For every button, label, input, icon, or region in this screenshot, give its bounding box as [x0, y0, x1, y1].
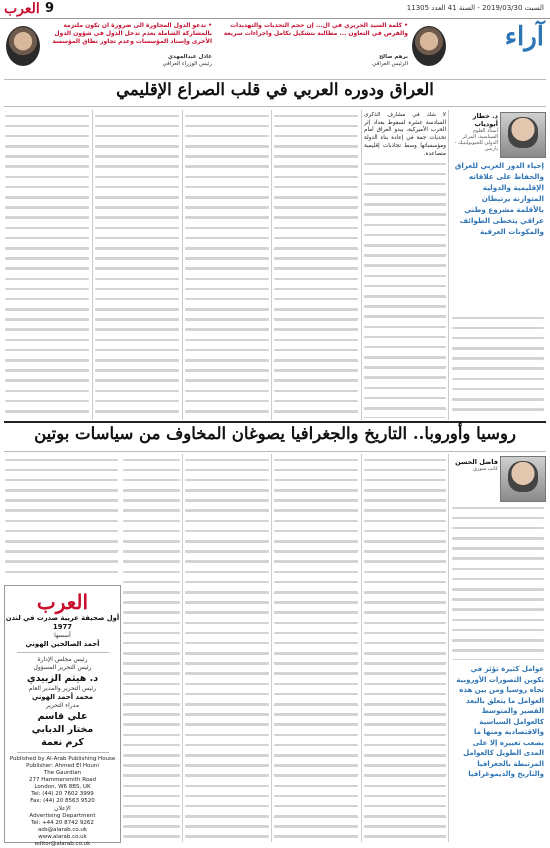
pull-quote: عوامل كثيرة تؤثر في تكوين التصورات الأوروبية تجاه روسيا ومن بين هذه العوامل ما يتعلق بالبعد القصير والمتوسط كالعوامل السياسية والاقتصادية ومنها ما يصعب تغييره إلا على المدى الطويل كالعوامل المرتبطة بالجغرافيا والتاريخ والديموغرافيا: [456, 665, 544, 778]
pull-quote: إحياء الدور العربي للعراق والحفاظ على علاقاته الإقليمية والدولية المتوازنة يرتبطان بالأقلمة مشروع وطني عراقي يتخطى الطوائف والمكونات العرقية: [454, 161, 544, 236]
author-role: كاتب سوري: [473, 466, 498, 472]
page-number: 9: [45, 1, 55, 16]
masthead-editor-email: editor@alarab.co.uk: [34, 841, 91, 847]
quote-left: [220, 20, 448, 78]
masthead-editor: كرم نعمة: [41, 737, 84, 748]
article-1-column-text: [5, 112, 89, 418]
avatar: [412, 26, 446, 66]
article-1-lead: لا شك في مشارف الذكرى السادسة عشرة لسقوط بغداد إثر الحرب الأميركية، يبدو العراق أمام تحديات جمة في إعادة بناء الدولة ومؤسساتها وسط تجاذبات إقليمية متصاعدة.: [364, 112, 446, 157]
column-divider: [361, 454, 362, 842]
divider: [4, 451, 546, 452]
section-title: آراء: [504, 22, 544, 52]
article-1-column-text: [185, 112, 269, 418]
quote-author: برهم صالح: [379, 54, 408, 60]
masthead-board-sub: رئيس التحرير المسؤول: [33, 664, 92, 671]
masthead-founded: أول صحيفة عربية صدرت في لندن 1977: [5, 614, 120, 631]
quotes-strip: [4, 20, 452, 78]
author-byline: [452, 458, 498, 472]
newspaper-logo: العرب: [4, 1, 40, 17]
quote-right: [4, 20, 214, 78]
article-2-column-text: [364, 456, 446, 840]
masthead-ceo: محمد أحمد الهوني: [31, 693, 94, 701]
masthead-address-line: 277 Hammersmith Road: [28, 777, 97, 783]
quote-text: • ندعو الدول المجاورة الى ضرورة ان تكون ملتزمة بالمشاركة الشاملة بعدم تدخل الدول في شؤون الدول الأخرى وإسناد المؤسسات وعدم تجاوز نطاق المؤسسة: [52, 22, 212, 45]
masthead-publisher-role: Publisher: Ahmed El Houni: [26, 763, 99, 769]
divider: [4, 421, 546, 423]
masthead-ads-email: ads@alarab.co.uk: [37, 827, 88, 833]
column-divider: [448, 454, 449, 842]
article-2-column-text: [5, 456, 118, 580]
article-1-headline: العراق ودوره العربي في قلب الصراع الإقليمي: [116, 80, 434, 99]
article-1-column-text: [452, 314, 544, 418]
quote-text: • كلمة السيد الحريري في ال... إن حجم التحديات والتهديدات والفرص في التعاون ... مطالبة بتشكيل تكامل واجراءات سريعة: [223, 22, 408, 37]
masthead-box: [4, 585, 121, 847]
quote-role: الرئيس العراقي: [372, 61, 408, 67]
masthead-tel: Tel: (44) 20 7602 3999: [31, 791, 94, 797]
author-name: د. خطار أبودياب: [472, 112, 498, 128]
article-1-column-text: [364, 160, 446, 418]
masthead-ad-label: الإعلان: [54, 805, 71, 812]
masthead-ad-tel: Tel: +44 20 8742 9262: [31, 820, 94, 826]
issue-date-line: السبت 2019/03/30 - السنة 41 العدد 11305: [406, 4, 544, 12]
article-2-column-text: [274, 456, 358, 840]
article-2-headline: روسيا وأوروبا.. التاريخ والجغرافيا يصوغان المخاوف من سياسات بوتين: [34, 424, 516, 443]
article-2-column-text: [185, 456, 269, 840]
article-2-column-text: [123, 456, 180, 840]
column-divider: [182, 110, 183, 420]
column-divider: [92, 110, 93, 420]
masthead-editor: مختار الدبابي: [31, 724, 94, 735]
masthead-chief-editor: د. هيثم الزبيدي: [26, 673, 99, 684]
author-photo: [500, 112, 546, 158]
author-role: أستاذ العلوم السياسية، المركز الدولي للجيوبوليتيك - باريس: [454, 128, 498, 152]
masthead-founder: أحمد الصالحين الهوني: [25, 640, 100, 648]
author-byline: [452, 112, 498, 152]
avatar: [6, 26, 40, 66]
masthead-address-line: London, W6 8BS, UK: [34, 784, 91, 790]
quote-role: رئيس الوزراء العراقي: [162, 61, 212, 67]
author-name: فاضل الحسن: [455, 458, 498, 466]
column-divider: [361, 110, 362, 420]
masthead-founder-label: أسسها: [54, 632, 71, 639]
masthead-website: www.alarab.co.uk: [38, 834, 87, 840]
masthead-board-title: رئيس مجلس الإدارة: [37, 656, 88, 663]
column-divider: [271, 110, 272, 420]
article-1-column-text: [95, 112, 179, 418]
masthead-fax: Fax: (44) 20 8563 9520: [30, 798, 95, 804]
masthead-ceo-title: رئيس التحرير والمدير العام: [28, 685, 97, 692]
masthead-editor: علي قاسم: [37, 711, 88, 722]
page-header: [0, 0, 550, 19]
masthead-publisher: Published by Al-Arab Publishing House: [9, 756, 116, 762]
divider: [4, 106, 546, 107]
masthead-ad-dept: Advertising Department: [29, 813, 96, 819]
masthead-editors-title: مدراء التحرير: [45, 702, 80, 709]
quote-author: عادل عبدالمهدي: [168, 54, 212, 60]
article-1-column-text: [274, 112, 358, 418]
column-divider: [448, 110, 449, 420]
author-photo: [500, 456, 546, 502]
masthead-logo: العرب: [36, 590, 89, 614]
masthead-paper: The Gaurdian: [43, 770, 82, 776]
column-divider: [271, 454, 272, 842]
column-divider: [182, 454, 183, 842]
article-2-column-text: [452, 504, 544, 660]
